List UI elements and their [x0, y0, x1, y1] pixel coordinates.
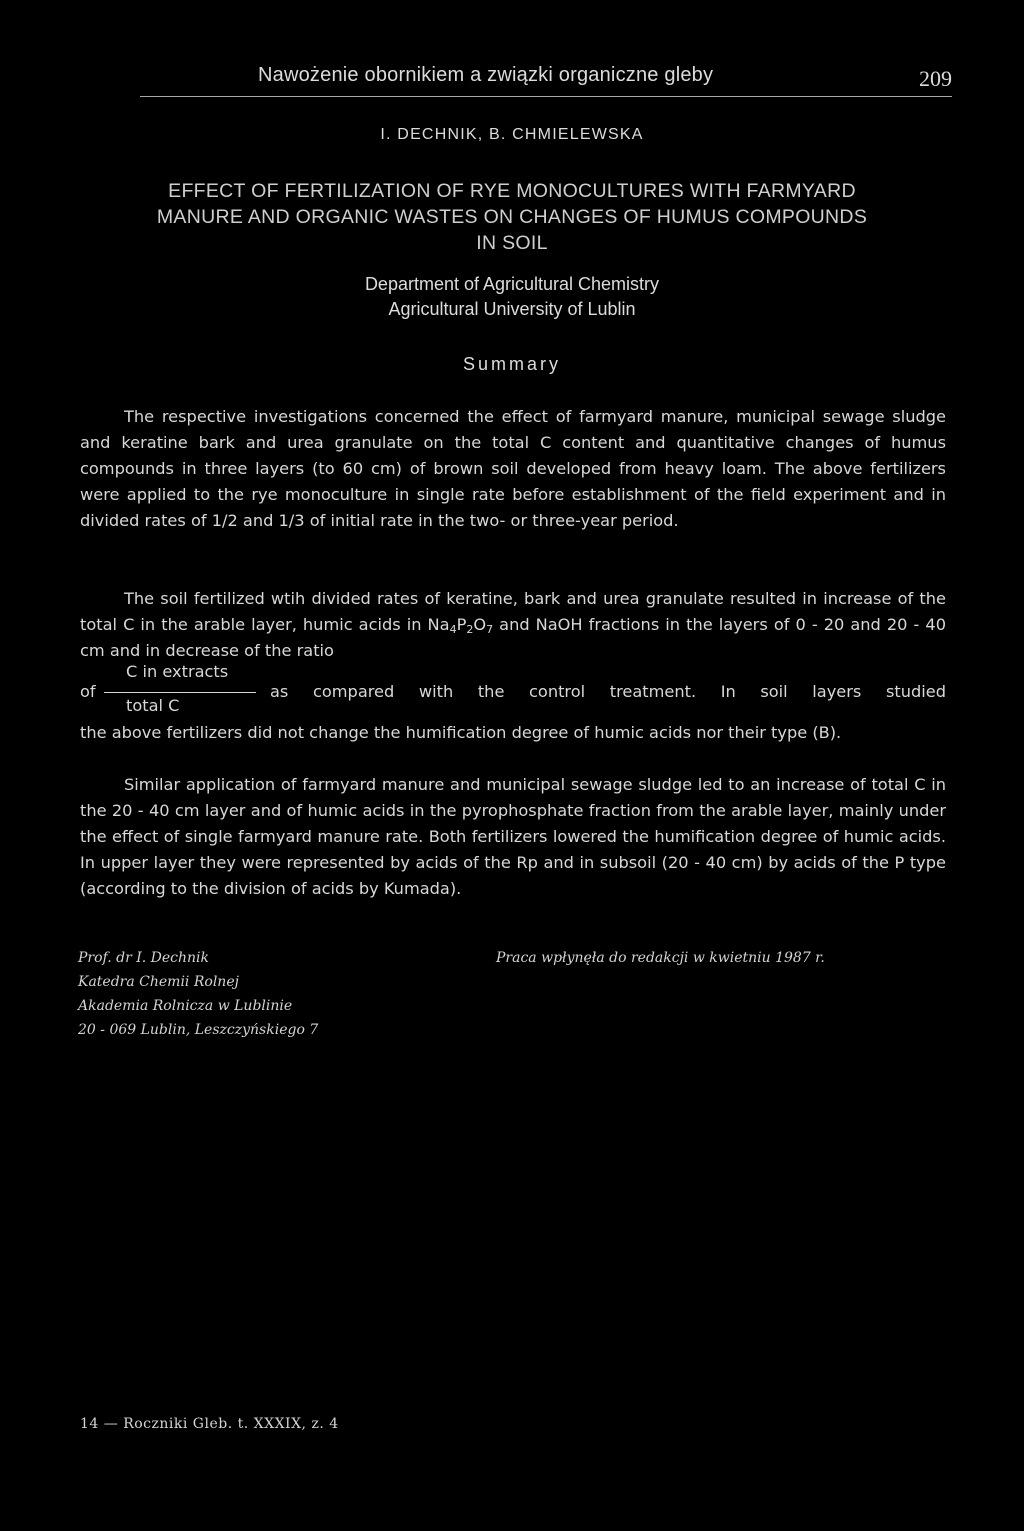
title-line: EFFECT OF FERTILIZATION OF RYE MONOCULTURES WITH FARMYARD	[168, 180, 856, 202]
fraction-numerator: C in extracts	[126, 662, 229, 681]
summary-paragraph-2	[80, 586, 946, 664]
title-line: MANURE AND ORGANIC WASTES ON CHANGES OF HUMUS COMPOUNDS	[156, 206, 868, 228]
summary-heading: Summary	[462, 354, 561, 374]
summary-paragraph-1	[80, 404, 946, 534]
article-title	[0, 178, 1024, 256]
fraction-tail: as compared with the control treatment. In soil layers studied	[270, 682, 946, 701]
address-line: Prof. dr I. Dechnik	[78, 950, 210, 966]
affiliation	[0, 272, 1024, 322]
footer: 14 — Roczniki Gleb. t. XXXIX, z. 4	[80, 1416, 339, 1432]
subscript: 4	[449, 623, 457, 636]
paragraph-text: Similar application of farmyard manure and municipal sewage sludge led to an increase of total C in the 20 - 40 cm layer and of humic acids in the pyrophosphate fraction from the arable layer, mainly under the effect of single farmyard manure rate. Both fertilizers lowered the humification degree of humic acids. In upper layer they were represented by acids of the Rp and in subsoil (20 - 40 cm) by acids of the P type (according to the division of acids by Kumada).	[80, 775, 946, 898]
running-header-title: Nawożenie obornikiem a związki organiczne gleby	[258, 64, 714, 86]
header-rule	[140, 96, 952, 97]
summary-paragraph-3	[80, 772, 946, 902]
subscript: 2	[466, 623, 474, 636]
fraction-of: of	[80, 682, 96, 701]
title-line: IN SOIL	[476, 232, 548, 254]
fraction-bar	[104, 692, 256, 693]
paragraph-2-part-a: The soil fertilized wtih divided rates of keratine, bark and urea granulate resulted in increase of the total C in the arable layer, humic acids in Na	[80, 589, 946, 634]
address-line: 20 - 069 Lublin, Leszczyńskiego 7	[78, 1022, 319, 1038]
summary-paragraph-2-end	[80, 720, 946, 746]
address-line: Akademia Rolnicza w Lublinie	[78, 998, 293, 1014]
fraction	[104, 662, 256, 722]
page-number: 209	[919, 66, 952, 91]
paragraph-text	[80, 586, 946, 664]
paragraph-text: the above fertilizers did not change the humification degree of humic acids nor their type (B).	[80, 723, 842, 742]
university: Agricultural University of Lublin	[388, 299, 636, 319]
running-header	[140, 62, 952, 102]
authors: I. DECHNIK, B. CHMIELEWSKA	[380, 126, 644, 143]
formula-p: P	[456, 615, 467, 634]
department: Department of Agricultural Chemistry	[364, 274, 660, 294]
received-note: Praca wpłynęła do redakcji w kwietniu 1987 r.	[496, 950, 825, 966]
formula-o: O	[473, 615, 487, 634]
subscript: 7	[486, 623, 494, 636]
fraction-line	[80, 662, 946, 722]
paragraph-2-part-b: and NaOH fractions in the layers of 0 - 20 and 20 - 40 cm and in decrease of the ratio	[80, 615, 947, 660]
author-address	[78, 946, 318, 1042]
fraction-denominator: total C	[126, 696, 180, 715]
paragraph-text: The respective investigations concerned the effect of farmyard manure, municipal sewage sludge and keratine bark and urea granulate on the total C content and quantitative changes of humus compounds in three layers (to 60 cm) of brown soil developed from heavy loam. The above fertilizers were applied to the rye monoculture in single rate before establishment of the field experiment and in divided rates of 1/2 and 1/3 of initial rate in the two- or three-year period.	[80, 407, 946, 530]
address-line: Katedra Chemii Rolnej	[78, 974, 239, 990]
